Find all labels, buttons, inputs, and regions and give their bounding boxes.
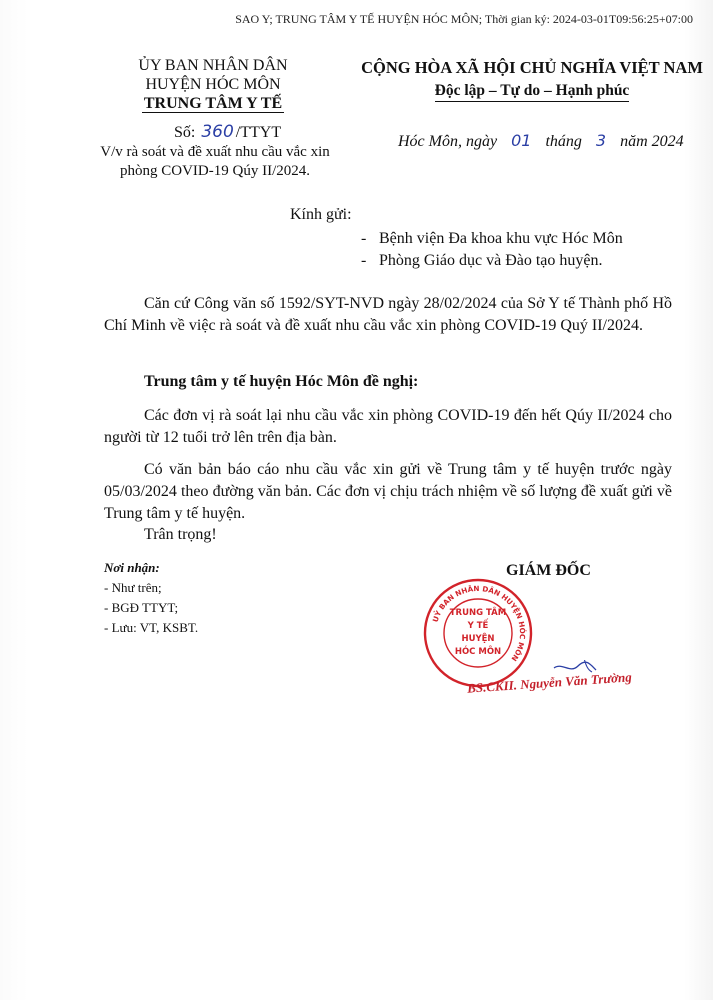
date-year: năm 2024 — [620, 133, 684, 150]
body-paragraph-request: Trung tâm y tế huyện Hóc Môn đề nghị: — [144, 373, 419, 390]
agency-line-3: TRUNG TÂM Y TẾ — [143, 95, 283, 112]
seal-center-line: HUYỆN — [461, 634, 495, 644]
document-number — [174, 122, 281, 142]
recipients-footer — [104, 558, 198, 638]
date-day: 01 — [511, 131, 532, 150]
date-month-label: tháng — [545, 133, 582, 150]
director-title: GIÁM ĐỐC — [506, 562, 591, 579]
footer-recipient-item: - BGĐ TTYT; — [104, 598, 198, 618]
national-motto: Độc lập – Tự do – Hạnh phúc — [435, 82, 630, 102]
date-place: Hóc Môn, ngày — [398, 133, 498, 150]
seal-center-line: Y TẾ — [467, 621, 489, 631]
footer-recipient-item: - Lưu: VT, KSBT. — [104, 618, 198, 638]
agency-line-1: ỦY BAN NHÂN DÂN — [138, 57, 288, 74]
recipient-item: - Bệnh viện Đa khoa khu vực Hóc Môn — [361, 228, 623, 250]
closing-regards: Trân trọng! — [144, 526, 217, 543]
nation-title: CỘNG HÒA XÃ HỘI CHỦ NGHĨA VIỆT NAM — [361, 58, 703, 77]
recipient-item: - Phòng Giáo dục và Đào tạo huyện. — [361, 250, 623, 272]
document-subject: V/v rà soát và đề xuất nhu cầu vắc xin phòng COVID-19 Qúy II/2024. — [100, 144, 330, 179]
seal-center-line: HÓC MÔN — [454, 647, 502, 657]
date-month: 3 — [595, 131, 607, 150]
body-paragraph-1: Căn cứ Công văn số 1592/SYT-NVD ngày 28/02/2024 của Sở Y tế Thành phố Hồ Chí Minh về việc rà soát và đề xuất nhu cầu vắc xin phòng COVID-19 Quý II/2024. — [104, 295, 672, 334]
document-date — [398, 131, 684, 151]
recipient-list — [361, 228, 623, 272]
seal-ring-text: UỶ BAN NHÂN DÂN HUYỆN HÓC MÔN — [430, 583, 528, 663]
seal-center-line: TRUNG TÂM — [449, 608, 507, 618]
signer-name: BS.CKII. Nguyễn Văn Trường — [466, 669, 633, 696]
national-header — [352, 58, 712, 102]
body-paragraph-4: Có văn bản báo cáo nhu cầu vắc xin gửi về Trung tâm y tế huyện trước ngày 05/03/2024 theo đường văn bản. Các đơn vị chịu trách nhiệm về số lượng đề xuất gửi về Trung tâm y tế huyện. — [104, 461, 672, 522]
digital-signature-line: SAO Y; TRUNG TÂM Y TẾ HUYỆN HÓC MÔN; Thời gian ký: 2024-03-01T09:56:25+07:00 — [235, 12, 693, 26]
doc-number-suffix: /TTYT — [235, 124, 282, 141]
doc-number-prefix: Số: — [174, 124, 196, 141]
issuing-agency — [88, 56, 338, 113]
salutation: Kính gửi: — [290, 206, 352, 223]
doc-number-handwritten: 360 — [201, 122, 234, 142]
footer-recipient-item: - Như trên; — [104, 578, 198, 598]
body-paragraph-3: Các đơn vị rà soát lại nhu cầu vắc xin phòng COVID-19 đến hết Qúy II/2024 cho người từ 12 tuổi trở lên trên địa bàn. — [104, 407, 672, 446]
agency-line-2: HUYỆN HÓC MÔN — [145, 76, 281, 93]
recipients-footer-title: Nơi nhận: — [104, 560, 160, 575]
